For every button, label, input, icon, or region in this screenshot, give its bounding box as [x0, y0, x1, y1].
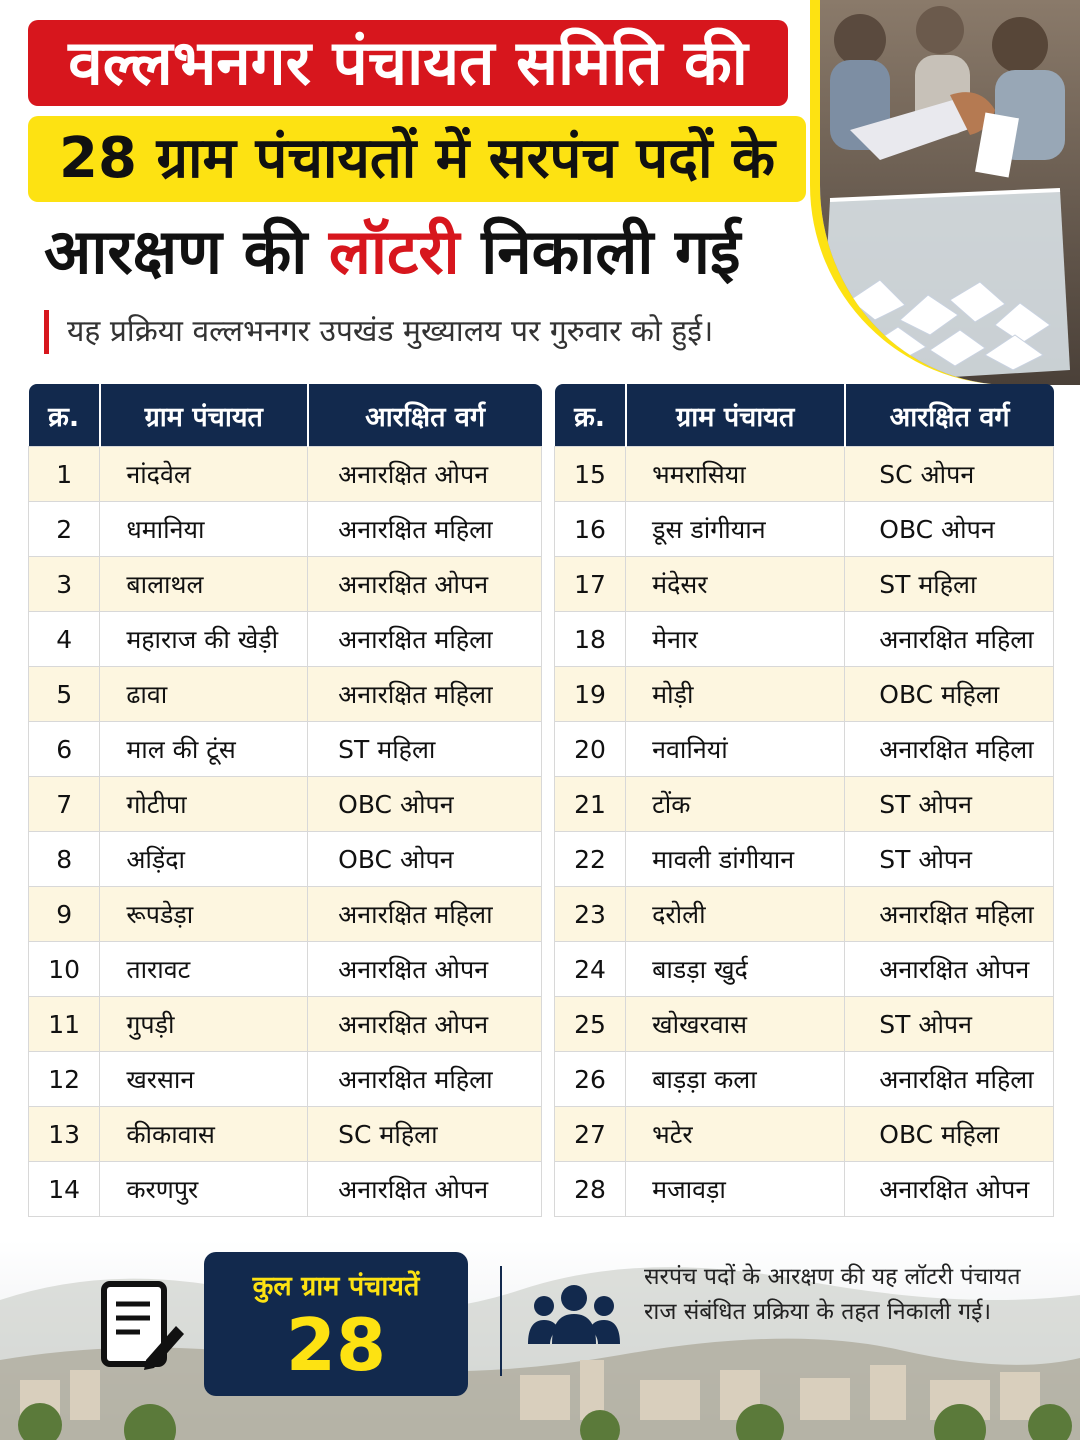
panchayat-name: गुपड़ी [100, 997, 308, 1052]
panchayat-name: तारावट [100, 942, 308, 997]
row-number: 11 [29, 997, 100, 1052]
panchayat-name: भमरासिया [626, 447, 845, 502]
panchayat-name: बाड़ड़ा कला [626, 1052, 845, 1107]
ballot-box-photo [810, 0, 1080, 385]
reserved-category: ST ओपन [845, 997, 1054, 1052]
panchayat-name: डूस डांगीयान [626, 502, 845, 557]
column-header-category: आरक्षित वर्ग [845, 384, 1054, 447]
table-row [29, 887, 542, 942]
panchayat-name: खोखरवास [626, 997, 845, 1052]
headline-line-1: वल्लभनगर पंचायत समिति की [28, 20, 788, 106]
row-number: 14 [29, 1162, 100, 1217]
headline-line-3-part-2: निकाली गई [481, 215, 741, 288]
table-row [29, 997, 542, 1052]
reserved-category: अनारक्षित महिला [308, 887, 542, 942]
reserved-category: SC ओपन [845, 447, 1054, 502]
table-row [555, 1052, 1054, 1107]
reserved-category: अनारक्षित ओपन [308, 997, 542, 1052]
panchayat-name: भटेर [626, 1107, 845, 1162]
table-row [29, 777, 542, 832]
headline-line-3 [44, 212, 740, 292]
table-row [29, 722, 542, 777]
headline-line-2: 28 ग्राम पंचायतों में सरपंच पदों के [28, 116, 806, 202]
reservation-table-right [554, 384, 1054, 1217]
row-number: 7 [29, 777, 100, 832]
table-row [29, 667, 542, 722]
total-panchayats-value: 28 [285, 1303, 387, 1387]
table-row [555, 612, 1054, 667]
table-row [29, 447, 542, 502]
row-number: 9 [29, 887, 100, 942]
people-group-icon [528, 1282, 620, 1352]
panchayat-name: मजावड़ा [626, 1162, 845, 1217]
panchayat-name: मंदेसर [626, 557, 845, 612]
row-number: 17 [555, 557, 626, 612]
panchayat-name: कीकावास [100, 1107, 308, 1162]
panchayat-name: नांदवेल [100, 447, 308, 502]
reserved-category: अनारक्षित ओपन [308, 942, 542, 997]
reserved-category: अनारक्षित महिला [845, 1052, 1054, 1107]
panchayat-name: बाडड़ा खुर्द [626, 942, 845, 997]
row-number: 8 [29, 832, 100, 887]
column-header-number: क्र. [555, 384, 626, 447]
row-number: 27 [555, 1107, 626, 1162]
column-header-number: क्र. [29, 384, 100, 447]
reserved-category: OBC महिला [845, 667, 1054, 722]
reserved-category: OBC महिला [845, 1107, 1054, 1162]
lottery-footnote: सरपंच पदों के आरक्षण की यह लॉटरी पंचायत राज संबंधित प्रक्रिया के तहत निकाली गई। [644, 1264, 1021, 1325]
panchayat-name: गोटीपा [100, 777, 308, 832]
reserved-category: अनारक्षित महिला [308, 667, 542, 722]
row-number: 23 [555, 887, 626, 942]
table-row [555, 832, 1054, 887]
reserved-category: OBC ओपन [308, 777, 542, 832]
row-number: 4 [29, 612, 100, 667]
table-row [29, 1107, 542, 1162]
table-row [555, 557, 1054, 612]
row-number: 5 [29, 667, 100, 722]
row-number: 18 [555, 612, 626, 667]
reservation-table-left [28, 384, 542, 1217]
reserved-category: अनारक्षित ओपन [845, 942, 1054, 997]
row-number: 16 [555, 502, 626, 557]
table-row [555, 1107, 1054, 1162]
total-panchayats-box [204, 1252, 468, 1396]
panchayat-name: अड़िंदा [100, 832, 308, 887]
panchayat-name: दरोली [626, 887, 845, 942]
reserved-category: अनारक्षित महिला [845, 887, 1054, 942]
reserved-category: अनारक्षित महिला [845, 612, 1054, 667]
panchayat-name: महाराज की खेड़ी [100, 612, 308, 667]
table-row [29, 942, 542, 997]
panchayat-name: बालाथल [100, 557, 308, 612]
document-pen-icon [100, 1280, 184, 1376]
table-row [555, 887, 1054, 942]
row-number: 2 [29, 502, 100, 557]
panchayat-name: धमानिया [100, 502, 308, 557]
row-number: 3 [29, 557, 100, 612]
row-number: 6 [29, 722, 100, 777]
reserved-category: ST ओपन [845, 777, 1054, 832]
panchayat-name: मोड़ी [626, 667, 845, 722]
reserved-category: अनारक्षित महिला [845, 722, 1054, 777]
row-number: 26 [555, 1052, 626, 1107]
reserved-category: OBC ओपन [845, 502, 1054, 557]
table-row [29, 1052, 542, 1107]
reserved-category: अनारक्षित महिला [308, 612, 542, 667]
headline-line-3-part-1: आरक्षण की [44, 215, 308, 288]
subheading: यह प्रक्रिया वल्लभनगर उपखंड मुख्यालय पर गुरुवार को हुई। [44, 310, 713, 354]
table-row [29, 557, 542, 612]
row-number: 22 [555, 832, 626, 887]
panchayat-name: टोंक [626, 777, 845, 832]
table-row [555, 942, 1054, 997]
table-row [555, 997, 1054, 1052]
reserved-category: अनारक्षित ओपन [845, 1162, 1054, 1217]
table-row [555, 777, 1054, 832]
table-row [29, 612, 542, 667]
row-number: 12 [29, 1052, 100, 1107]
panchayat-name: मेनार [626, 612, 845, 667]
panchayat-name: रूपडेड़ा [100, 887, 308, 942]
column-header-panchayat: ग्राम पंचायत [626, 384, 845, 447]
row-number: 10 [29, 942, 100, 997]
reserved-category: अनारक्षित महिला [308, 1052, 542, 1107]
table-row [29, 1162, 542, 1217]
panchayat-name: करणपुर [100, 1162, 308, 1217]
table-row [29, 502, 542, 557]
panchayat-name: मावली डांगीयान [626, 832, 845, 887]
reserved-category: अनारक्षित ओपन [308, 557, 542, 612]
reserved-category: ST महिला [308, 722, 542, 777]
column-header-panchayat: ग्राम पंचायत [100, 384, 308, 447]
total-panchayats-label: कुल ग्राम पंचायतें [252, 1271, 420, 1302]
reserved-category: अनारक्षित ओपन [308, 1162, 542, 1217]
row-number: 13 [29, 1107, 100, 1162]
footer-divider [500, 1266, 502, 1376]
table-row [555, 1162, 1054, 1217]
reserved-category: अनारक्षित ओपन [308, 447, 542, 502]
table-row [555, 447, 1054, 502]
column-header-category: आरक्षित वर्ग [308, 384, 542, 447]
reserved-category: अनारक्षित महिला [308, 502, 542, 557]
panchayat-name: ढावा [100, 667, 308, 722]
row-number: 21 [555, 777, 626, 832]
table-row [555, 667, 1054, 722]
panchayat-name: खरसान [100, 1052, 308, 1107]
table-row [555, 722, 1054, 777]
reserved-category: SC महिला [308, 1107, 542, 1162]
reserved-category: ST महिला [845, 557, 1054, 612]
row-number: 24 [555, 942, 626, 997]
row-number: 19 [555, 667, 626, 722]
reserved-category: OBC ओपन [308, 832, 542, 887]
row-number: 1 [29, 447, 100, 502]
panchayat-name: माल की टूंस [100, 722, 308, 777]
row-number: 20 [555, 722, 626, 777]
row-number: 15 [555, 447, 626, 502]
table-row [555, 502, 1054, 557]
table-row [29, 832, 542, 887]
panchayat-name: नवानियां [626, 722, 845, 777]
row-number: 28 [555, 1162, 626, 1217]
reserved-category: ST ओपन [845, 832, 1054, 887]
row-number: 25 [555, 997, 626, 1052]
headline-lottery-word: लॉटरी [328, 215, 460, 288]
